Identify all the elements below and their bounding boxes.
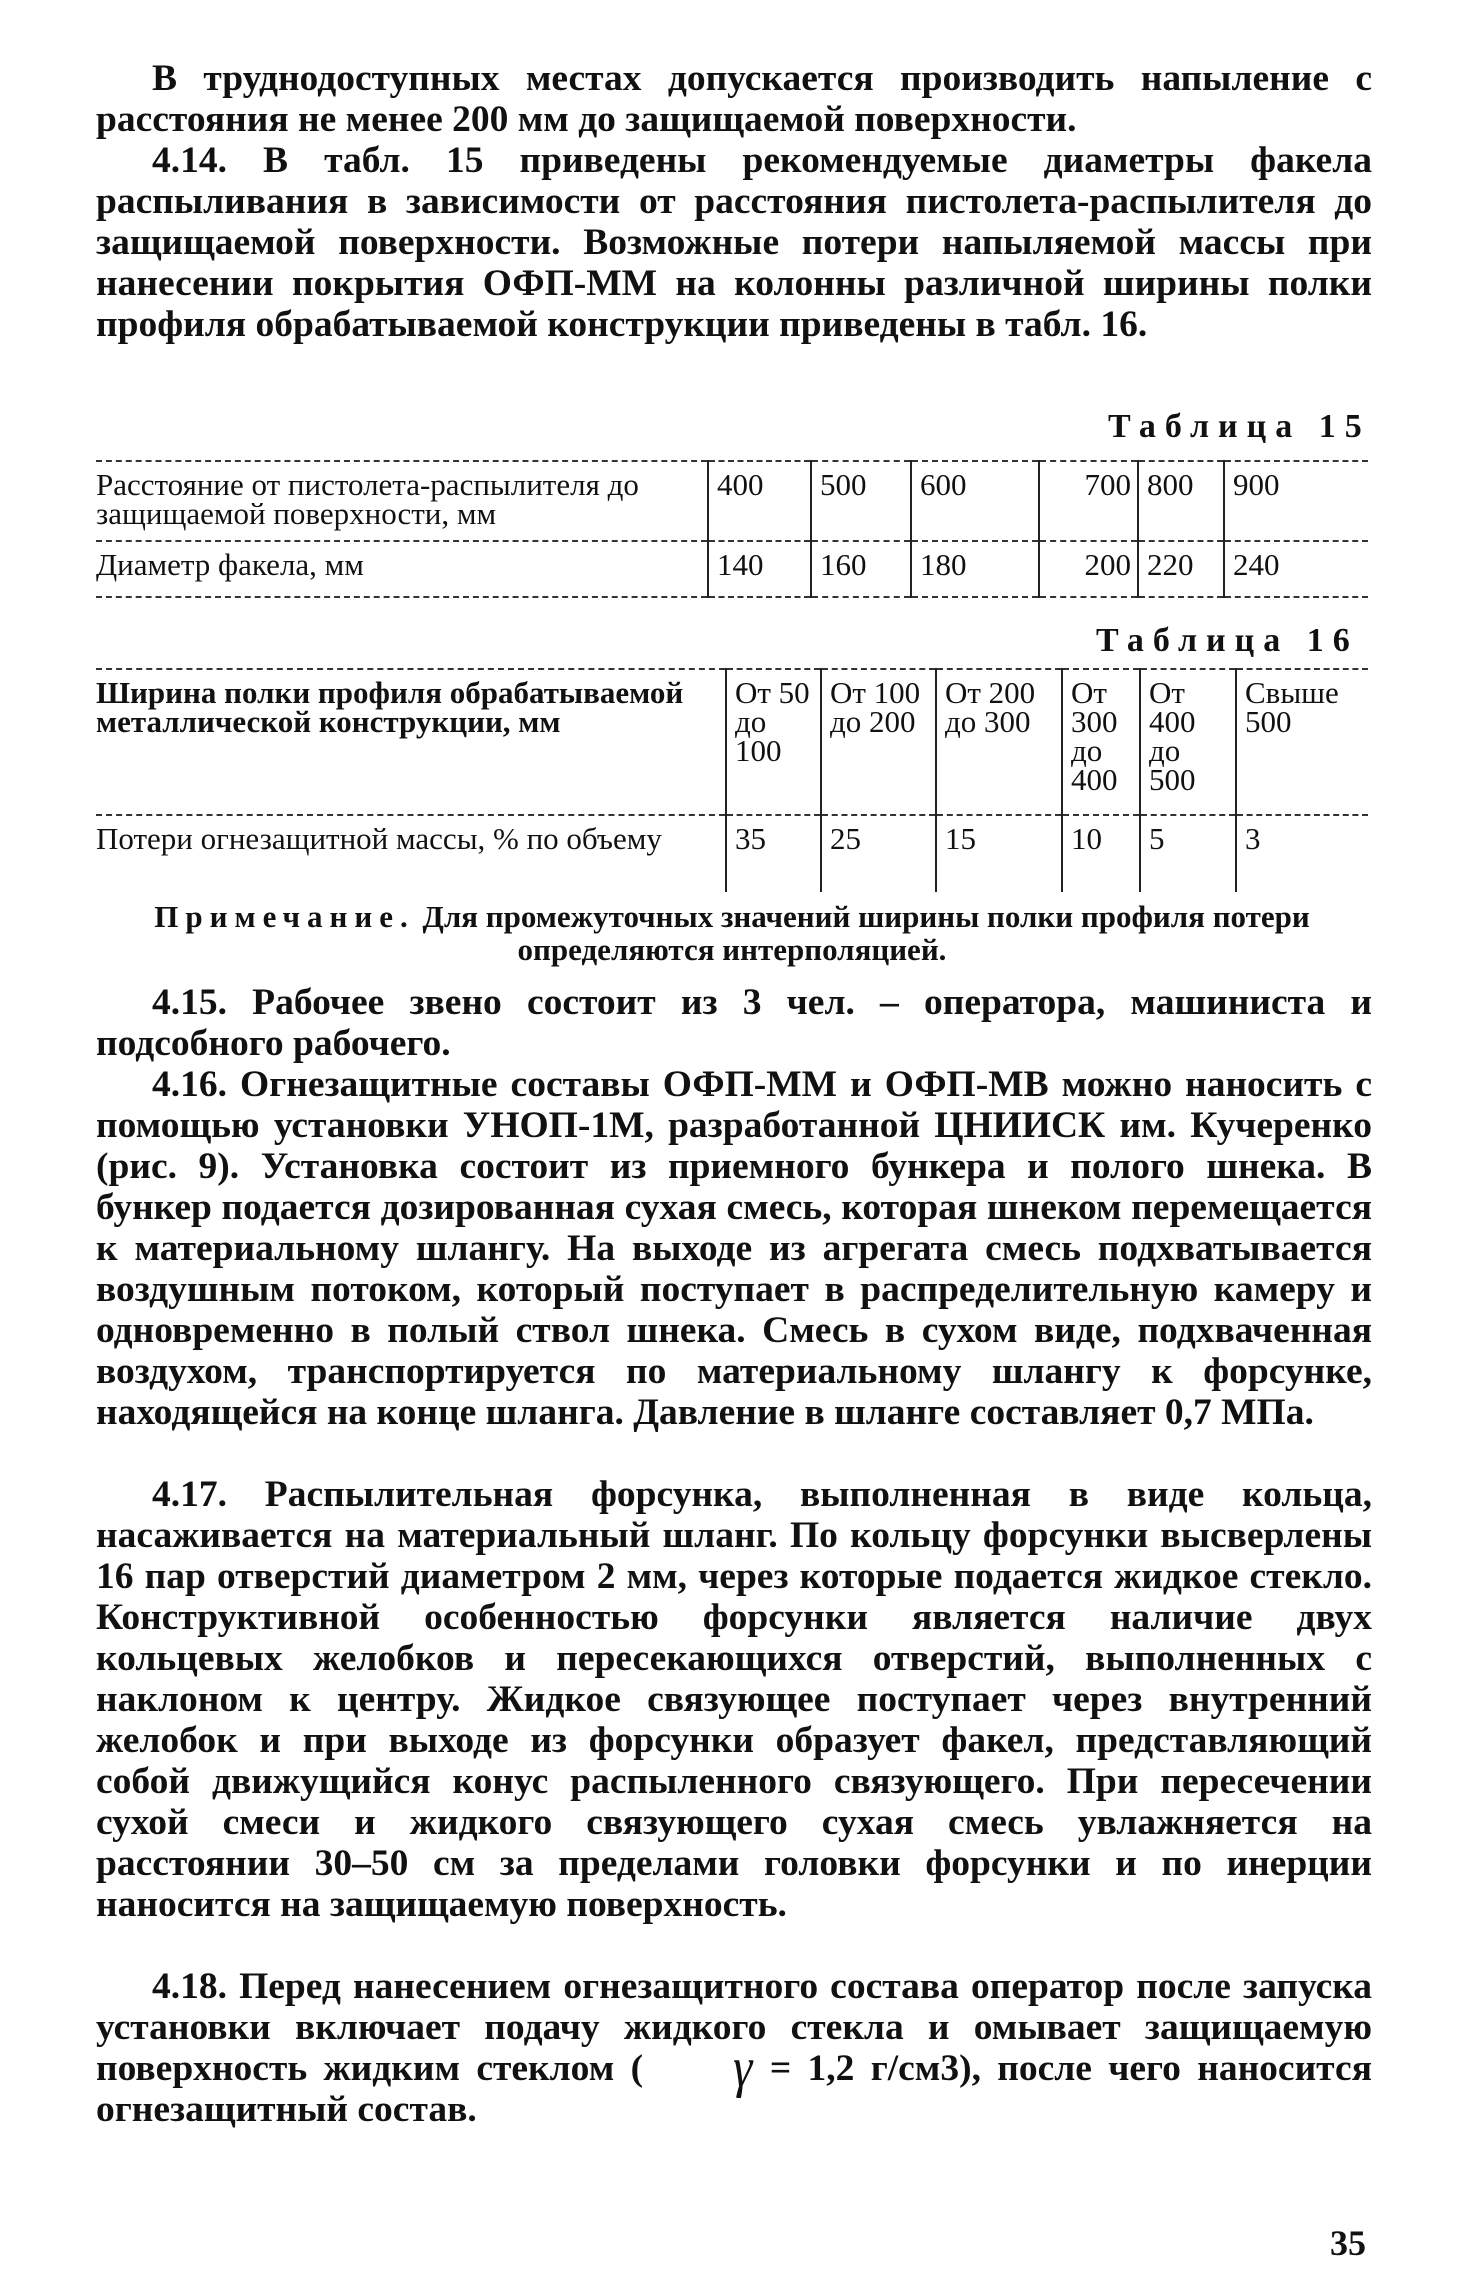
table-15-cell: 900 — [1224, 461, 1368, 541]
table-15-cell: 160 — [811, 541, 911, 597]
table-16-note — [96, 900, 1368, 966]
note-text: Для промежуточных значений ширины полки профиля потери определяются интерполяцией. — [422, 899, 1310, 967]
table-15-row-distance — [96, 461, 1368, 541]
table-16-cell: От 300 до 400 — [1062, 669, 1140, 815]
table-15-label-diameter: Диаметр факела, мм — [96, 541, 708, 597]
table-15-row-diameter — [96, 541, 1368, 597]
table-16 — [96, 668, 1368, 892]
paragraph-4-18-part1: 4.18. Перед нанесением огнезащитного состава оператор после запуска установки включает подачу жидкого стекла и омывает защищаемую поверхность жидким стеклом ( — [96, 1966, 1372, 2089]
table-15 — [96, 460, 1368, 598]
table-16-cell: 15 — [936, 815, 1062, 892]
table-15-cell: 200 — [1039, 541, 1138, 597]
paragraph-4-15: 4.15. Рабочее звено состоит из 3 чел. – оператора, машиниста и подсобного рабочего. — [96, 982, 1372, 1064]
paragraph-4-18-part2: = 1,2 г/см3), после чего наносится огнезащитный состав. — [96, 2048, 1372, 2130]
table-15-caption: Таблица 15 — [1108, 408, 1371, 445]
table-15-cell: 220 — [1138, 541, 1224, 597]
note-lead: Примечание. — [154, 899, 415, 934]
table-15-cell: 180 — [911, 541, 1039, 597]
table-16-cell: От 50 до 100 — [726, 669, 821, 815]
table-16-cell: 35 — [726, 815, 821, 892]
table-16-cell: 25 — [821, 815, 936, 892]
table-16-cell: От 100 до 200 — [821, 669, 936, 815]
table-15-cell: 500 — [811, 461, 911, 541]
table-15-cell: 800 — [1138, 461, 1224, 541]
table-16-cell: 10 — [1062, 815, 1140, 892]
paragraph-4-17: 4.17. Распылительная форсунка, выполненная в виде кольца, насаживается на материальный шланг. По кольцу форсунки высверлены 16 пар отверстий диаметром 2 мм, через которые подается жидкое стекло. Конструктивной особенностью форсунки является наличие двух кольцевых желобков и пересекающихся отверстий, выполненных с наклоном к центру. Жидкое связующее поступает через внутренний желобок и при выходе из форсунки образует факел, представляющий собой движущийся конус распыленного связующего. При пересечении сухой смеси и жидкого связующего сухая смесь увлажняется на расстоянии 30–50 см за пределами головки форсунки и по инерции наносится на защищаемую поверхность. — [96, 1474, 1372, 1925]
table-16-caption: Таблица 16 — [1096, 622, 1359, 659]
table-16-cell: 3 — [1236, 815, 1368, 892]
paragraph-intro: В труднодоступных местах допускается производить напыление с расстояния не менее 200 мм до защищаемой поверхности. — [96, 58, 1372, 140]
table-16-cell: Свыше 500 — [1236, 669, 1368, 815]
table-16-row-width — [96, 669, 1368, 815]
gamma-symbol: γ — [733, 2037, 753, 2100]
paragraph-4-18 — [96, 1966, 1372, 2130]
table-15-cell: 400 — [708, 461, 811, 541]
table-16-cell: 5 — [1140, 815, 1236, 892]
table-15-cell: 700 — [1039, 461, 1138, 541]
table-15-label-distance: Расстояние от пистолета-распылителя до защищаемой поверхности, мм — [96, 461, 708, 541]
table-16-cell: От 400 до 500 — [1140, 669, 1236, 815]
table-16-label-width: Ширина полки профиля обрабатываемой металлической конструкции, мм — [96, 669, 726, 815]
table-16-row-losses — [96, 815, 1368, 892]
table-16-label-losses: Потери огнезащитной массы, % по объему — [96, 815, 726, 892]
paragraph-4-14: 4.14. В табл. 15 приведены рекомендуемые диаметры факела распыливания в зависимости от расстояния пистолета-распылителя до защищаемой поверхности. Возможные потери напыляемой массы при нанесении покрытия ОФП-ММ на колонны различной ширины полки профиля обрабатываемой конструкции приведены в табл. 16. — [96, 140, 1372, 345]
paragraph-4-16: 4.16. Огнезащитные составы ОФП-ММ и ОФП-МВ можно наносить с помощью установки УНОП-1М, разработанной ЦНИИСК им. Кучеренко (рис. 9). Установка состоит из приемного бункера и полого шнека. В бункер подается дозированная сухая смесь, которая шнеком перемещается к материальному шлангу. На выходе из агрегата смесь подхватывается воздушным потоком, который поступает в распределительную камеру и одновременно в полый ствол шнека. Смесь в сухом виде, подхваченная воздухом, транспортируется по материальному шлангу к форсунке, находящейся на конце шланга. Давление в шланге составляет 0,7 МПа. — [96, 1064, 1372, 1433]
table-15-cell: 140 — [708, 541, 811, 597]
table-15-cell: 240 — [1224, 541, 1368, 597]
page-number: 35 — [1330, 2223, 1366, 2263]
table-15-cell: 600 — [911, 461, 1039, 541]
table-16-cell: От 200 до 300 — [936, 669, 1062, 815]
